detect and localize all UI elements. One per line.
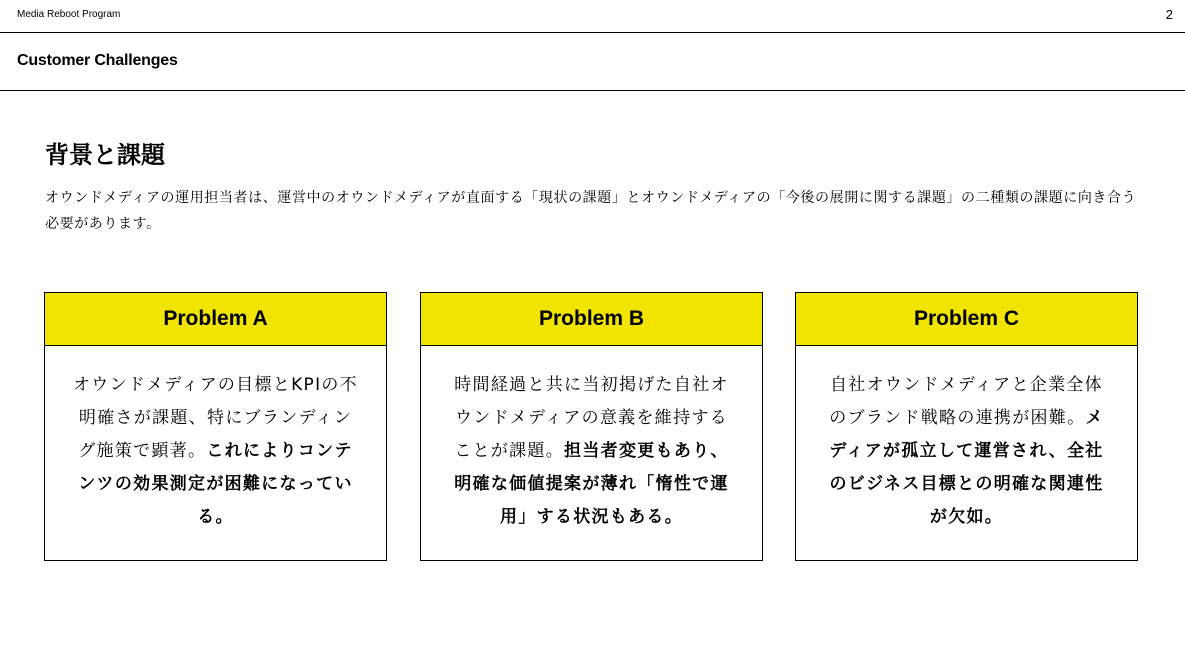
problem-card-b [420, 292, 763, 561]
program-name: Media Reboot Program [17, 9, 121, 20]
problem-card-text [73, 369, 358, 534]
title-bar [0, 33, 1185, 91]
problem-card-a [44, 292, 387, 561]
page-number: 2 [1165, 7, 1173, 22]
problem-card-title: Problem A [45, 293, 386, 346]
section-description: オウンドメディアの運用担当者は、運営中のオウンドメディアが直面する「現状の課題」とオウンドメディアの「今後の展開に関する課題」の二種類の課題に向き合う必要があります。 [45, 190, 1137, 232]
problem-card-c [795, 292, 1138, 561]
problem-card-title: Problem C [796, 293, 1137, 346]
problem-text-regular: 時間経過と共に当初掲げた自社オウンドメディアの意義を維持することが課題。 [454, 375, 729, 461]
problem-text-regular: オウンドメディアの目標とKPIの不明確さが課題、特にブランディング施策で顕著。 [73, 375, 358, 461]
top-bar [0, 0, 1185, 33]
problem-text-emphasis: これによりコンテンツの効果測定が困難になっている。 [78, 441, 353, 527]
problem-card-text [824, 369, 1109, 534]
problem-text-emphasis: メディアが孤立して運営され、全社のビジネス目標との明確な関連性が欠如。 [829, 408, 1104, 527]
page-title: Customer Challenges [17, 52, 178, 69]
problem-card-title: Problem B [421, 293, 762, 346]
problem-text-regular: 自社オウンドメディアと企業全体のブランド戦略の連携が困難。 [829, 375, 1103, 428]
problem-card-text [449, 369, 734, 534]
problem-text-emphasis: 担当者変更もあり、明確な価値提案が薄れ「惰性で運用」する状況もある。 [454, 441, 729, 527]
section-heading: 背景と課題 [45, 141, 165, 169]
